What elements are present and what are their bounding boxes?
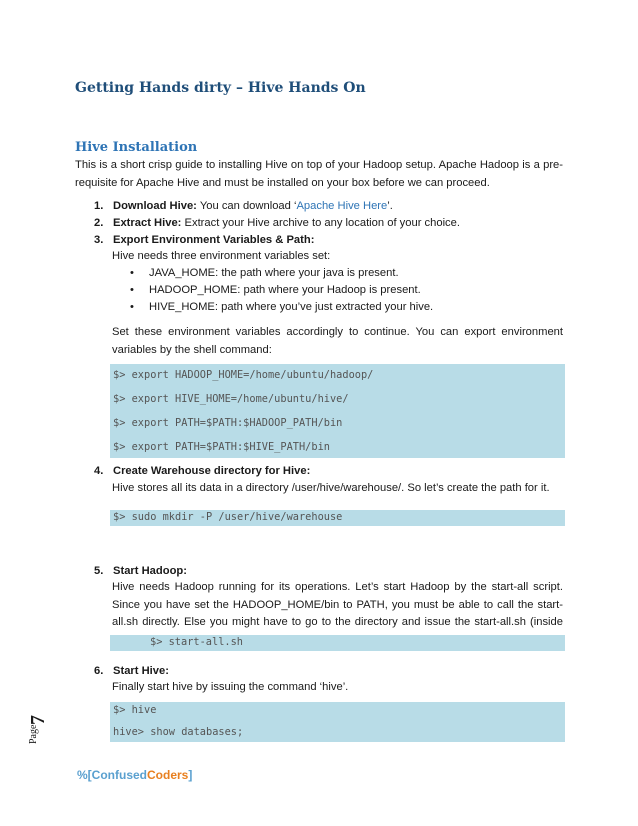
code-line: hive> show databases; — [113, 726, 244, 738]
step-text: Create Warehouse directory for Hive: — [113, 465, 311, 477]
page-number: 7 — [27, 715, 49, 725]
step-3-body-2: Set these environment variables accordingly to continue. You can export environment variables by the shell command: — [112, 326, 563, 356]
code-block — [110, 364, 565, 458]
step-text: Download Hive: You can download ‘Apache Hive Here’. — [113, 200, 393, 212]
code-block — [110, 510, 565, 526]
page-label: Page — [28, 724, 39, 744]
section-title: Hive Installation — [75, 140, 198, 155]
code-line: $> export HIVE_HOME=/home/ubuntu/hive/ — [113, 393, 349, 405]
code-block — [110, 702, 565, 742]
page-heading: Getting Hands dirty – Hive Hands On — [75, 80, 366, 96]
step-number: 1. — [94, 200, 104, 212]
step-text: Export Environment Variables & Path: — [113, 234, 315, 246]
step-5-body: Hive needs Hadoop running for its operations. Let’s start Hadoop by the start-all script. Since you have set the HADOOP_HOME/bin to PATH, you must be able to call the start-all.sh directly. Else you might have to go to the directory and issue the start-all.sh (inside — [112, 581, 563, 628]
intro-paragraph: This is a short crisp guide to installing Hive on top of your Hadoop setup. Apache Hadoop is a pre-requisite for Apache Hive and must be installed on your box before we can proceed. — [75, 159, 563, 189]
code-line: $> export PATH=$PATH:$HADOOP_PATH/bin — [113, 417, 343, 429]
bullet-icon: • — [130, 267, 134, 279]
step-number: 3. — [94, 234, 104, 246]
step-number: 6. — [94, 665, 104, 677]
step-text: Extract Hive: Extract your Hive archive to any location of your choice. — [113, 217, 460, 229]
step-text: Start Hadoop: — [113, 565, 187, 577]
bullet-icon: • — [130, 301, 134, 313]
bullet-icon: • — [130, 284, 134, 296]
code-line: $> sudo mkdir -P /user/hive/warehouse — [113, 511, 343, 523]
step-number: 4. — [94, 465, 104, 477]
code-line: $> export PATH=$PATH:$HIVE_PATH/bin — [113, 441, 330, 453]
step-4-body: Hive stores all its data in a directory /user/hive/warehouse/. So let’s create the path for it. — [112, 482, 550, 494]
step-3-body: Hive needs three environment variables set: — [112, 250, 331, 262]
footer-brand: %[ConfusedCoders] — [77, 768, 193, 782]
step-number: 5. — [94, 565, 104, 577]
step-6-body: Finally start hive by issuing the command ‘hive’. — [112, 681, 349, 693]
step-number: 2. — [94, 217, 104, 229]
code-line: $> hive — [113, 704, 157, 716]
code-line: $> start-all.sh — [150, 636, 243, 648]
apache-hive-link[interactable]: Apache Hive Here — [296, 200, 388, 212]
code-line: $> export HADOOP_HOME=/home/ubuntu/hadoop/ — [113, 369, 374, 381]
code-block — [110, 635, 565, 651]
step-text: Start Hive: — [113, 665, 169, 677]
